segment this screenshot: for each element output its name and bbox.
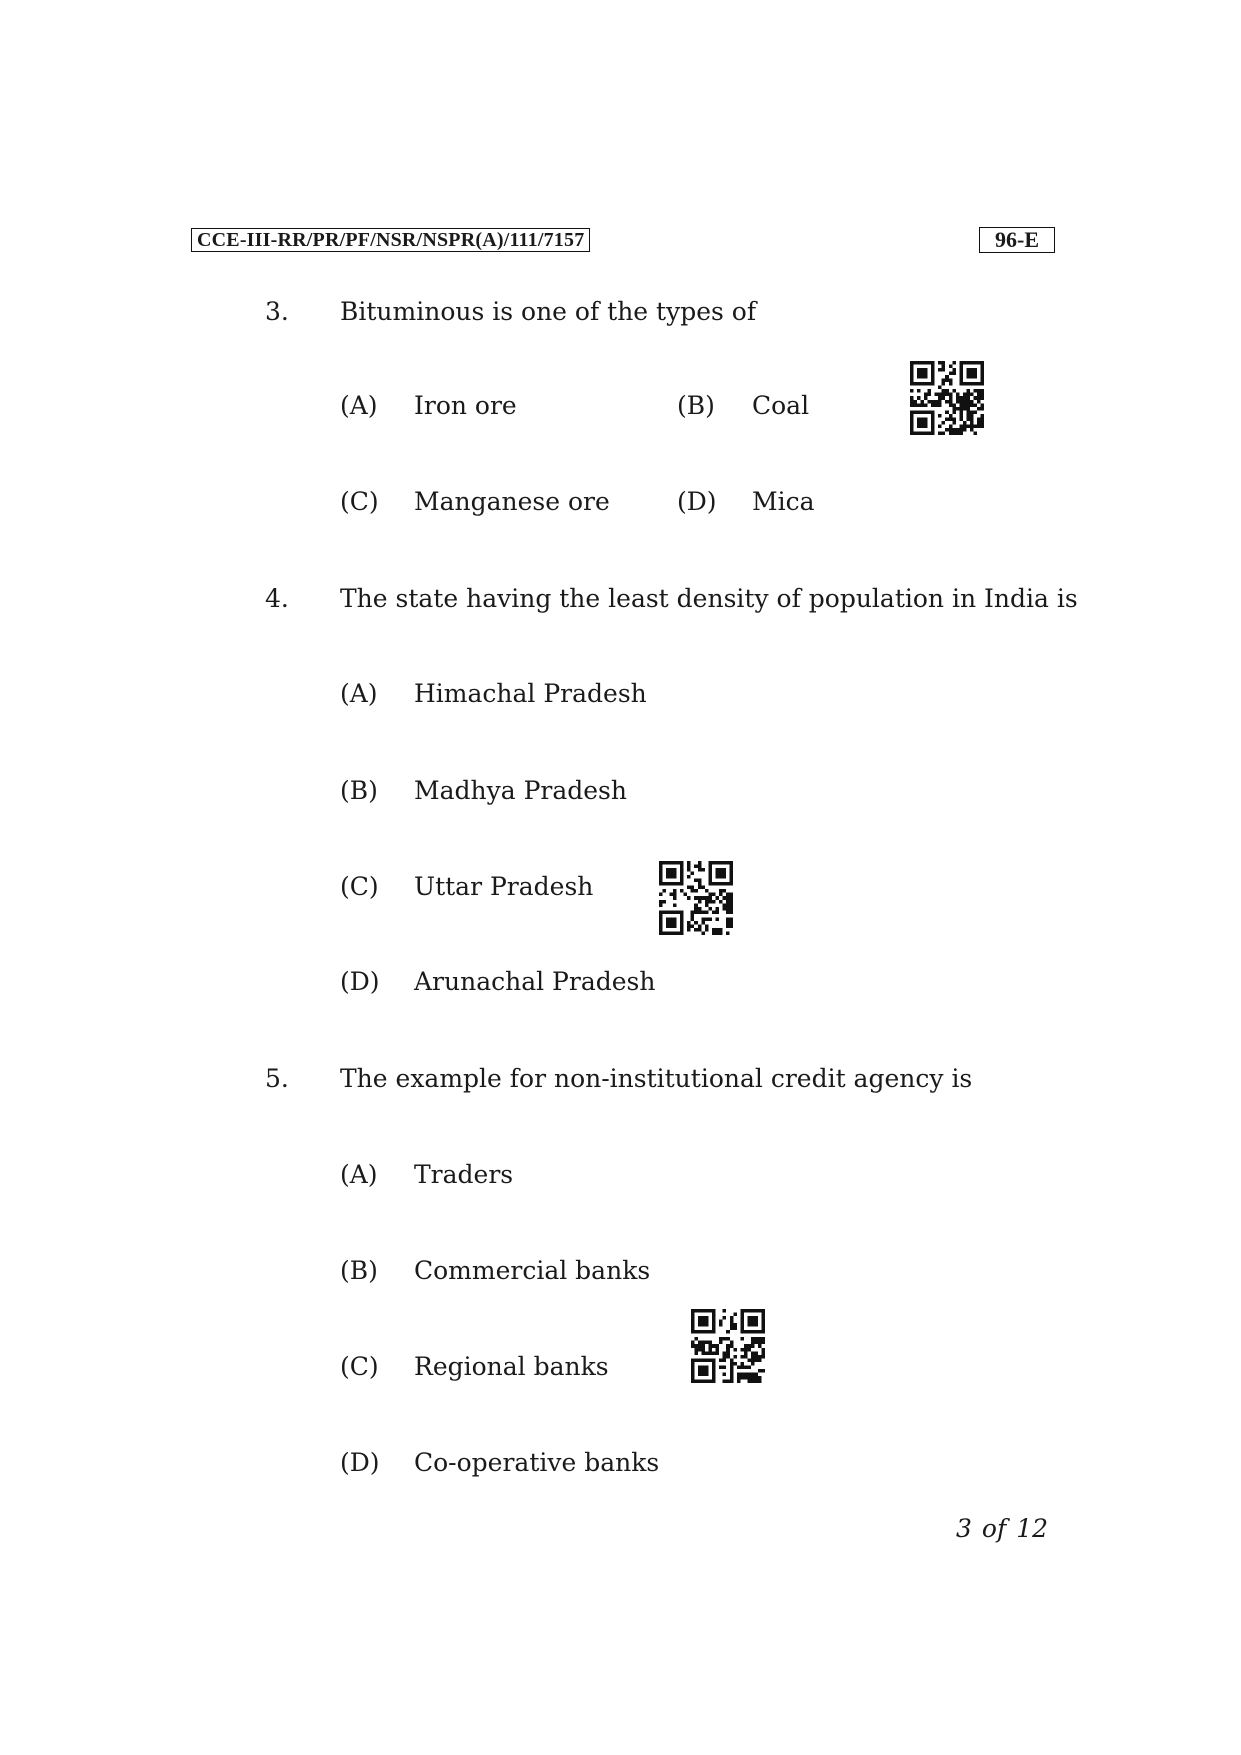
qr-code-icon [908, 361, 986, 435]
option-text: Manganese ore [414, 487, 610, 516]
option-label: (B) [677, 391, 715, 420]
option-text: Co-operative banks [414, 1448, 660, 1477]
option-label: (A) [340, 679, 378, 708]
question-text: The state having the least density of population in India is [340, 584, 1078, 613]
option-text: Mica [752, 487, 815, 516]
option-label: (D) [340, 967, 380, 996]
series-code: 96-E [979, 227, 1055, 253]
option-text: Arunachal Pradesh [414, 967, 656, 996]
option-text: Madhya Pradesh [414, 776, 627, 805]
question-text: Bituminous is one of the types of [340, 297, 757, 326]
qr-code-icon [657, 861, 735, 935]
question-number: 5. [265, 1064, 289, 1093]
option-text: Commercial banks [414, 1256, 651, 1285]
option-text: Traders [414, 1160, 514, 1189]
option-label: (B) [340, 776, 378, 805]
page-total: 12 [1016, 1514, 1049, 1543]
option-label: (D) [677, 487, 717, 516]
question-text: The example for non-institutional credit agency is [340, 1064, 973, 1093]
qr-code-icon [689, 1309, 767, 1383]
option-label: (D) [340, 1448, 380, 1477]
option-text: Coal [752, 391, 810, 420]
option-label: (C) [340, 487, 379, 516]
option-text: Regional banks [414, 1352, 609, 1381]
question-number: 4. [265, 584, 289, 613]
option-label: (C) [340, 872, 379, 901]
option-text: Himachal Pradesh [414, 679, 647, 708]
paper-code: CCE-III-RR/PR/PF/NSR/NSPR(A)/111/7157 [191, 228, 590, 252]
option-label: (A) [340, 391, 378, 420]
option-label: (A) [340, 1160, 378, 1189]
option-text: Uttar Pradesh [414, 872, 594, 901]
question-number: 3. [265, 297, 289, 326]
option-label: (C) [340, 1352, 379, 1381]
page-indicator [956, 1514, 1048, 1544]
page-separator: of [981, 1514, 1007, 1543]
option-text: Iron ore [414, 391, 517, 420]
page-current: 3 [956, 1514, 972, 1543]
option-label: (B) [340, 1256, 378, 1285]
